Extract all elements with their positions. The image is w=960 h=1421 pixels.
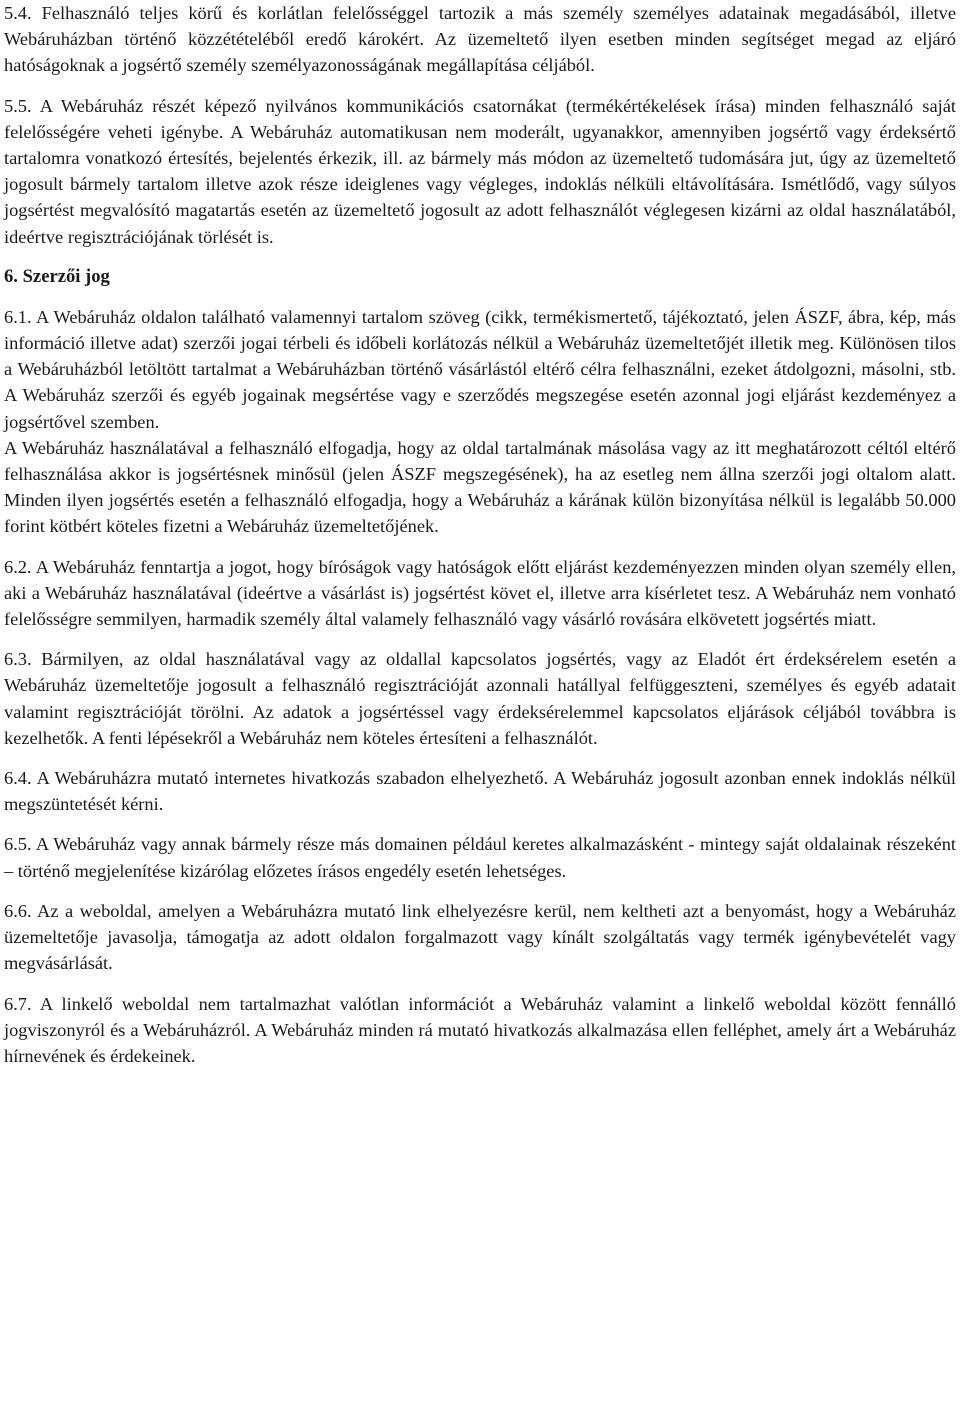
paragraph-6-7: 6.7. A linkelő weboldal nem tartalmazhat valótlan információt a Webáruház valamint a linkelő weboldal között fennálló jogviszonyról és a Webáruházról. A Webáruház minden rá mutató hivatkozás alkalmazása ellen felléphet, amely árt a Webáruház hírnevének és érdekeinek. <box>4 993 956 1066</box>
paragraph-5-4: 5.4. Felhasználó teljes körű és korlátlan felelősséggel tartozik a más személy személyes adatainak megadásából, illetve Webáruházban történő közzétételéből eredő károkért. Az üzemeltető ilyen esetben minden segítséget megad az eljáró hatóságoknak a jogsértő személy személyazonosságának megállapítása céljából. <box>4 3 956 76</box>
paragraph-6-4: 6.4. A Webáruházra mutató internetes hivatkozás szabadon elhelyezhető. A Webáruház jogosult azonban ennek indoklás nélkül megszüntetését kérni. <box>4 768 956 815</box>
paragraph-5-5: 5.5. A Webáruház részét képező nyilvános kommunikációs csatornákat (termékértékelések írása) minden felhasználó saját felelősségére veheti igénybe. A Webáruház automatikusan nem moderált, ugyanakkor, amennyiben jogsértő vagy érdeksértő tartalomra vonatkozó értesítés, bejelentés érkezik, ill. az bármely más módon az üzemeltető tudomására jut, úgy az üzemeltető jogosult bármely tartalom illetve azok része ideiglenes vagy végleges, indoklás nélküli eltávolítására. Ismétlődő, vagy súlyos jogsértést megvalósító magatartás esetén az üzemeltető jogosult az adott felhasználót véglegesen kizárni az oldal használatából, ideértve regisztrációjának törlését is. <box>4 95 956 247</box>
section-heading-6: 6. Szerzői jog <box>4 265 110 287</box>
document-page <box>4 0 956 1069</box>
paragraph-6-1: 6.1. A Webáruház oldalon található valamennyi tartalom szöveg (cikk, termékismertető, tájékoztató, jelen ÁSZF, ábra, kép, más információ illetve adat) szerzői jogai térbeli és időbeli korlátozás nélkül a Webáruház üzemeltetőjét illetik meg. Különösen tilos a Webáruházból letöltött tartalmat a Webáruházban történő vásárlástól eltérő célra felhasználni, ezeket átdolgozni, másolni, stb. A Webáruház szerzői és egyéb jogainak megsértése vagy e szerződés megszegése esetén azonnal jogi eljárást kezdeményez a jogsértővel szemben. <box>4 306 956 432</box>
paragraph-6-3: 6.3. Bármilyen, az oldal használatával vagy az oldallal kapcsolatos jogsértés, vagy az Eladót ért érdeksérelem esetén a Webáruház üzemeltetője jogosult a felhasználó regisztrációját azonnali hatállyal felfüggeszteni, személyes és egyéb adatait valamint regisztrációját törölni. Az adatok a jogsértéssel vagy érdeksérelemmel kapcsolatos eljárások céljából továbbra is kezelhetők. A fenti lépésekről a Webáruház nem köteles értesíteni a felhasználót. <box>4 649 956 748</box>
paragraph-6-6: 6.6. Az a weboldal, amelyen a Webáruházra mutató link elhelyezésre kerül, nem keltheti azt a benyomást, hogy a Webáruház üzemeltetője javasolja, támogatja az adott oldalon forgalmazott vagy kínált szolgáltatás vagy termék igénybevételét vagy megvásárlását. <box>4 900 956 974</box>
paragraph-6-5: 6.5. A Webáruház vagy annak bármely része más domainen például keretes alkalmazásként - mintegy saját oldalainak részeként – történő megjelenítése kizárólag előzetes írásos engedély esetén lehetséges. <box>4 834 956 881</box>
paragraph-6-2: 6.2. A Webáruház fenntartja a jogot, hogy bíróságok vagy hatóságok előtt eljárást kezdeményezzen minden olyan személy ellen, aki a Webáruház használatával (ideértve a vásárlást is) jogsértést követ el, illetve arra kísérletet tesz. A Webáruház nem vonható felelősségre semmilyen, harmadik személy által valamely felhasználó vagy vásárló rovására elkövetett jogsértés miatt. <box>4 556 956 630</box>
paragraph-6-1-continued: A Webáruház használatával a felhasználó elfogadja, hogy az oldal tartalmának másolása vagy az itt meghatározott céltól eltérő felhasználása akkor is jogsértésnek minősül (jelen ÁSZF megszegésének), ha az esetleg nem állna szerzői jogi oltalom alatt. Minden ilyen jogsértés esetén a felhasználó elfogadja, hogy a Webáruház a kárának külön bizonyítása nélkül is legalább 50.000 forint kötbért köteles fizetni a Webáruház üzemeltetőjének. <box>4 437 956 537</box>
